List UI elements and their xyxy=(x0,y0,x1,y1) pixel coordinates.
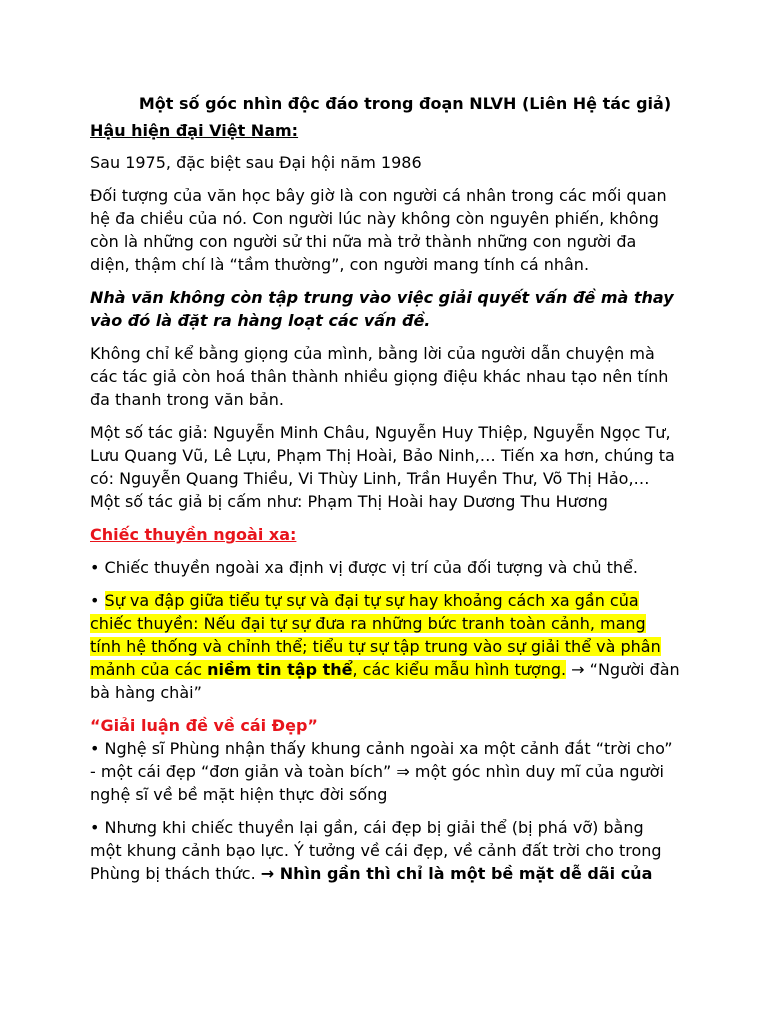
bullet-marker: • xyxy=(90,591,105,610)
beauty-bullet-1: • Nghệ sĩ Phùng nhận thấy khung cảnh ngoài xa một cảnh đắt “trời cho” - một cái đẹp “đơn giản và toàn bích” ⇒ một góc nhìn duy mĩ của người nghệ sĩ về bề mặt hiện thực đời sống xyxy=(90,739,673,804)
beauty-bullet-2-text: • Nhưng khi chiếc thuyền lại gần, cái đẹp bị giải thể (bị phá vỡ) bằng một khung cảnh bạo lực. Ý tưởng về cái đẹp, về cảnh đất trời cho trong Phùng bị thách thức. xyxy=(90,818,662,883)
arrow-right-icon: → xyxy=(260,864,280,883)
section-heading-boat xyxy=(90,523,680,546)
section-heading-boat-text: Chiếc thuyền ngoài xa: xyxy=(90,525,297,544)
paragraph-writer-emphasis: Nhà văn không còn tập trung vào việc giải quyết vấn đề mà thay vào đó là đặt ra hàng loạt các vấn đề. xyxy=(90,288,674,330)
document-page xyxy=(90,92,680,895)
paragraph-authors: Một số tác giả: Nguyễn Minh Châu, Nguyễn Huy Thiệp, Nguyễn Ngọc Tư, Lưu Quang Vũ, Lê Lựu, Phạm Thị Hoài, Bảo Ninh,… Tiến xa hơn, chúng ta có: Nguyễn Quang Thiều, Vi Thùy Linh, Trần Huyền Thư, Võ Thị Hảo,… Một số tác giả bị cấm như: Phạm Thị Hoài hay Dương Thu Hương xyxy=(90,423,675,511)
arrow-right-icon: → xyxy=(566,660,590,679)
paragraph-polyphony: Không chỉ kể bằng giọng của mình, bằng lời của người dẫn chuyện mà các tác giả còn hoá thân thành nhiều giọng điệu khác nhau tạo nên tính đa thanh trong văn bản. xyxy=(90,344,669,409)
document-title: Một số góc nhìn độc đáo trong đoạn NLVH (Liên Hệ tác giả) xyxy=(138,94,672,113)
highlighted-text: Sự va đập giữa tiểu tự sự và đại tự sự hay khoảng cách xa gần của chiếc thuyền: Nếu đại tự sự đưa ra những bức tranh toàn cảnh, mang tính hệ thống và chỉnh thể; tiểu tự sự tập trung vào sự giải thể và phân mảnh của các xyxy=(90,591,661,679)
boat-bullet-1: • Chiếc thuyền ngoài xa định vị được vị trí của đối tượng và chủ thể. xyxy=(90,558,638,577)
boat-bullet-2 xyxy=(90,589,680,704)
section-heading-beauty: “Giải luận đề về cái Đẹp” xyxy=(90,716,318,735)
section-heading-postmodern: Hậu hiện đại Việt Nam: xyxy=(90,121,299,140)
boat-bullet-2-tail: “Người đàn bà hàng chài” xyxy=(90,660,680,702)
beauty-bullet-2 xyxy=(90,816,680,885)
paragraph-subject: Đối tượng của văn học bây giờ là con người cá nhân trong các mối quan hệ đa chiều của nó. Con người lúc này không còn nguyên phiến, không còn là những con người sử thi nữa mà trở thành những con người đa diện, thậm chí là “tầm thường”, con người mang tính cá nhân. xyxy=(90,186,667,274)
highlighted-bold-text: niềm tin tập thể xyxy=(207,660,353,679)
paragraph-period: Sau 1975, đặc biệt sau Đại hội năm 1986 xyxy=(90,153,422,172)
highlighted-text-end: , các kiểu mẫu hình tượng. xyxy=(352,660,567,679)
beauty-bullet-2-bold: Nhìn gần thì chỉ là một bề mặt dễ dãi của xyxy=(279,864,653,883)
